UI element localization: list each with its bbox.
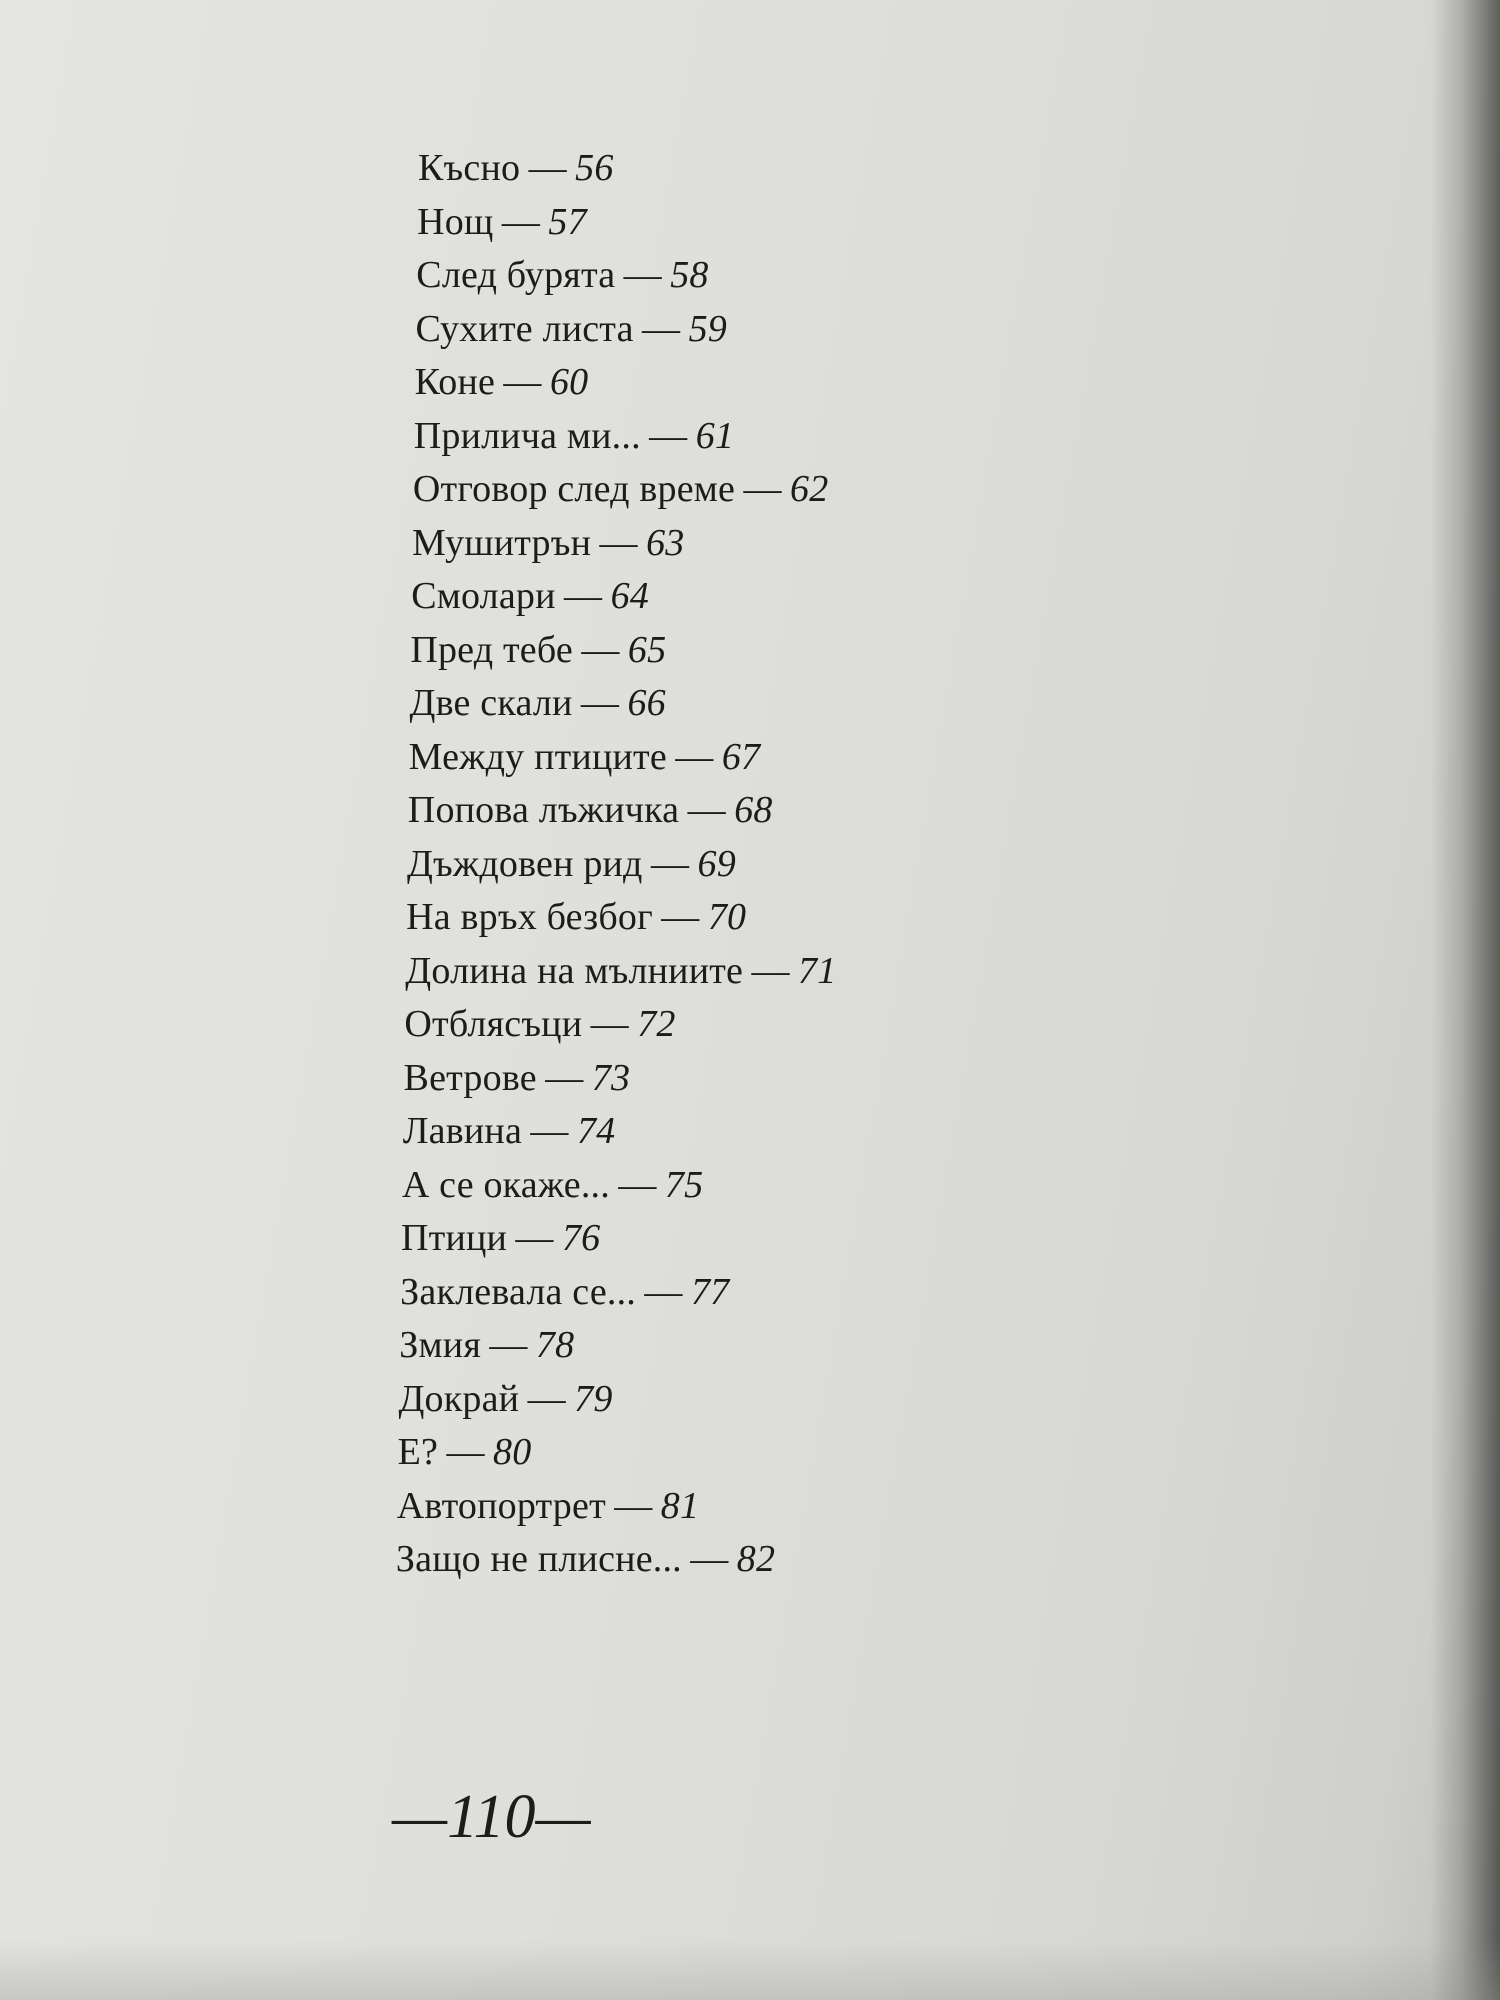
toc-entry-page-number: 68 — [734, 789, 773, 831]
toc-entry-title: На връх безбог — [406, 896, 653, 938]
toc-entry-title: Докрай — [398, 1377, 520, 1420]
toc-entry-title: Смолари — [411, 575, 556, 617]
toc-entry — [406, 895, 746, 939]
toc-entry-dash: — — [503, 361, 542, 403]
toc-entry-title: Късно — [418, 147, 521, 189]
page-number: —110— — [392, 1783, 591, 1851]
toc-entry-dash: — — [687, 789, 726, 831]
toc-entry — [399, 1323, 574, 1367]
toc-entry-dash: — — [581, 628, 620, 671]
toc-entry-dash: — — [618, 1163, 657, 1206]
toc-entry-page-number: 58 — [670, 254, 709, 296]
toc-entry-page-number: 73 — [591, 1056, 631, 1099]
toc-entry-title: Между птиците — [408, 735, 667, 778]
toc-entry-page-number: 76 — [561, 1217, 601, 1259]
toc-entry-title: А се окаже... — [401, 1163, 610, 1206]
toc-entry-page-number: 82 — [736, 1538, 776, 1580]
toc-entry — [397, 1484, 699, 1528]
toc-entry-page-number: 56 — [575, 147, 614, 189]
toc-entry — [400, 1270, 729, 1314]
toc-entry-page-number: 75 — [664, 1163, 704, 1206]
toc-entry-title: Прилича ми... — [413, 414, 641, 457]
toc-entry-page-number: 77 — [690, 1270, 730, 1313]
toc-entry-dash: — — [650, 842, 690, 885]
toc-entry-title: Заклевала се... — [400, 1270, 637, 1313]
toc-entry — [414, 414, 734, 458]
page-edge-shadow — [1430, 0, 1500, 2000]
toc-entry-title: Мушитрън — [412, 521, 592, 564]
toc-entry-dash: — — [623, 254, 662, 296]
toc-entry — [415, 360, 589, 404]
toc-entry-page-number: 62 — [790, 468, 829, 510]
toc-entry — [404, 1056, 631, 1100]
toc-entry-dash: — — [751, 949, 790, 992]
toc-entry-title: Автопортрет — [396, 1484, 606, 1527]
toc-entry-page-number: 60 — [549, 361, 589, 403]
toc-entry — [410, 681, 666, 725]
toc-entry — [401, 1216, 600, 1260]
toc-entry-page-number: 64 — [610, 575, 649, 617]
toc-entry-title: Коне — [414, 361, 496, 403]
toc-entry — [403, 1109, 616, 1153]
toc-entry-page-number: 61 — [695, 414, 735, 457]
toc-entry-title: Защо не плисне... — [395, 1538, 682, 1580]
toc-entry — [404, 1002, 675, 1046]
toc-entry-page-number: 67 — [721, 735, 761, 778]
toc-entry-page-number: 80 — [493, 1431, 532, 1473]
toc-entry-title: Нощ — [417, 200, 494, 243]
toc-entry-page-number: 69 — [697, 842, 736, 885]
toc-entry — [415, 307, 727, 351]
toc-entry — [413, 467, 829, 511]
toc-entry-page-number: 63 — [646, 521, 685, 564]
toc-entry — [407, 842, 736, 886]
toc-entry-title: Е? — [397, 1431, 439, 1473]
toc-entry-title: Долина на мълниите — [405, 949, 744, 992]
toc-entry-title: Попова лъжичка — [407, 789, 680, 831]
toc-entry — [408, 788, 773, 832]
toc-entry — [405, 949, 836, 993]
toc-entry — [411, 574, 649, 618]
toc-entry-title: Дъждовен рид — [406, 842, 643, 885]
toc-entry-dash: — — [690, 1538, 729, 1580]
toc-entry — [398, 1430, 532, 1474]
toc-entry — [418, 146, 614, 190]
toc-entry — [396, 1537, 775, 1581]
toc-entry-dash: — — [661, 896, 700, 938]
toc-entry — [398, 1377, 612, 1421]
toc-entry-dash: — — [528, 147, 567, 189]
toc-entry-dash: — — [590, 1003, 629, 1045]
toc-entry-dash: — — [446, 1431, 485, 1473]
toc-entry-title: Змия — [399, 1324, 481, 1366]
toc-entry-dash: — — [743, 468, 782, 510]
toc-entry-page-number: 59 — [688, 307, 727, 350]
toc-entry-page-number: 74 — [576, 1110, 616, 1152]
toc-entry-title: Отблясъци — [404, 1003, 583, 1045]
toc-entry — [409, 735, 761, 779]
toc-entry-title: Птици — [401, 1217, 508, 1259]
toc-entry — [402, 1163, 703, 1207]
toc-entry-dash: — — [530, 1110, 569, 1152]
toc-entry-dash: — — [675, 735, 714, 778]
toc-entry-dash: — — [599, 521, 638, 564]
toc-entry-dash: — — [545, 1056, 584, 1099]
toc-entry-page-number: 66 — [627, 682, 666, 724]
page-bottom-shadow — [0, 1940, 1500, 2000]
toc-entry-title: Две скали — [409, 682, 573, 724]
toc-entry-title: Сухите листа — [415, 307, 634, 350]
toc-entry — [410, 628, 666, 672]
toc-entry-title: Лавина — [402, 1110, 523, 1152]
toc-entry-dash: — — [642, 307, 681, 350]
toc-entry-title: Пред тебе — [410, 628, 573, 671]
toc-entry-dash: — — [489, 1324, 528, 1366]
toc-entry-page-number: 65 — [627, 628, 667, 671]
toc-entry-page-number: 81 — [660, 1484, 700, 1527]
toc-entry-page-number: 57 — [548, 200, 587, 243]
toc-entry-dash: — — [564, 575, 603, 617]
toc-entry — [412, 521, 684, 565]
toc-entry — [416, 253, 708, 297]
toc-entry — [417, 200, 587, 244]
toc-entry-dash: — — [644, 1270, 683, 1313]
toc-entry-dash: — — [501, 200, 541, 243]
toc-entry-page-number: 70 — [707, 896, 747, 938]
toc-entry-title: Отговор след време — [412, 468, 736, 510]
toc-entry-dash: — — [580, 682, 620, 724]
toc-entry-page-number: 71 — [798, 949, 837, 992]
toc-entry-dash: — — [515, 1217, 554, 1259]
toc-entry-page-number: 72 — [637, 1003, 676, 1045]
toc-entry-title: След бурята — [416, 254, 616, 296]
toc-entry-page-number: 79 — [574, 1377, 613, 1420]
toc-entry-title: Ветрове — [403, 1056, 537, 1099]
toc-entry-dash: — — [527, 1377, 566, 1420]
toc-entry-dash: — — [649, 414, 688, 457]
toc-entry-page-number: 78 — [535, 1324, 575, 1366]
toc-entry-dash: — — [614, 1484, 653, 1527]
